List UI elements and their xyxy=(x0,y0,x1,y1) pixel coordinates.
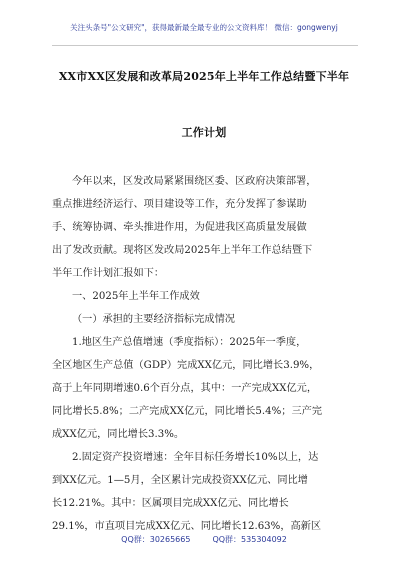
body-line: 今年以来，区发改局紧紧围绕区委、区政府决策部署， xyxy=(72,176,317,187)
body-line: 同比增长5.8%；二产完成XX亿元，同比增长5.4%；三产完 xyxy=(52,406,323,417)
body-line: 成XX亿元，同比增长3.3%。 xyxy=(52,429,185,440)
header-note: 关注头条号"公文研究"，获得最新最全最专业的公文资料库！ 微信：gongwenyj xyxy=(70,23,338,32)
body-line: 重点推进经济运行、项目建设等工作，充分发挥了参谋助 xyxy=(52,199,307,210)
body-line: 出了发改贡献。现将区发改局2025年上半年工作总结暨下 xyxy=(52,245,313,256)
footer-contact xyxy=(0,534,408,545)
document-title-line-2: 工作计划 xyxy=(181,126,227,139)
body-line: 半年工作计划汇报如下： xyxy=(52,268,165,279)
body-line: 29.1%，市直项目完成XX亿元、同比增长12.63%，高新区 xyxy=(52,521,322,532)
section-heading: 一、2025年上半年工作成效 xyxy=(72,291,200,302)
footer-qq-group-1: QQ群：30265665 xyxy=(121,535,191,544)
body-line: 长12.21%。其中：区属项目完成XX亿元、同比增长 xyxy=(52,498,289,509)
body-line: 到XX亿元。1—5月，全区累计完成投资XX亿元、同比增 xyxy=(52,475,308,486)
subsection-heading: （一）承担的主要经济指标完成情况 xyxy=(72,314,235,325)
footer-qq-group-2: QQ群：535304092 xyxy=(212,535,287,544)
body-line: 2.固定资产投资增速：全年目标任务增长10%以上，达 xyxy=(72,452,319,463)
document-title-line-1: XX市XX区发展和改革局2025年上半年工作总结暨下半年 xyxy=(58,70,350,83)
body-line: 手、统筹协调、牵头推进作用，为促进我区高质量发展做 xyxy=(52,222,307,233)
header-divider xyxy=(52,45,358,46)
body-line: 高于上年同期增速0.6个百分点，其中：一产完成XX亿元， xyxy=(52,383,318,394)
body-line: 1.地区生产总值增速（季度指标）：2025年一季度， xyxy=(72,337,307,348)
body-line: 全区地区生产总值（GDP）完成XX亿元，同比增长3.9%， xyxy=(52,360,320,371)
